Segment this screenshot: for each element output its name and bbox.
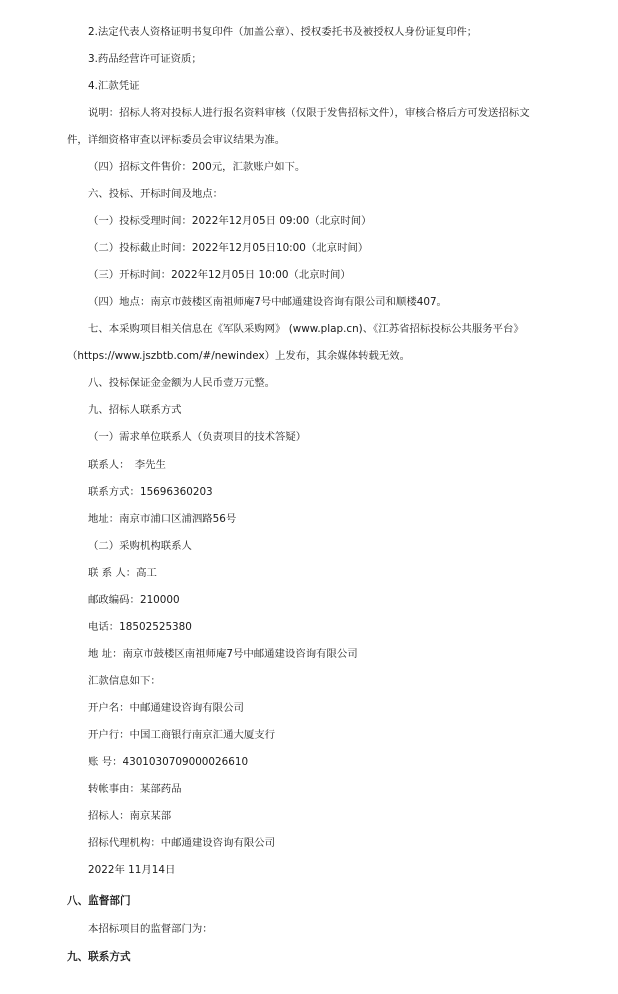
doc-line: 招标人：南京某部 [88,810,172,822]
doc-line: （一）投标受理时间：2022年12月05日 09:00（北京时间） [88,215,372,227]
doc-line: 七、本采购项目相关信息在《军队采购网》 (www.plap.cn)、《江苏省招标投标公共服务平台》 [88,323,524,335]
doc-line: （三）开标时间：2022年12月05日 10:00（北京时间） [88,269,351,281]
doc-line: 3.药品经营许可证资质； [88,53,202,65]
doc-line: 地 址：南京市鼓楼区南祖师庵7号中邮通建设咨询有限公司 [88,648,358,660]
doc-line: 六、投标、开标时间及地点： [88,188,224,200]
doc-line: 说明：招标人将对投标人进行报名资料审核（仅限于发售招标文件），审核合格后方可发送招标文 [88,107,530,119]
doc-line: 汇款信息如下： [88,675,161,687]
doc-line: 八、投标保证金金额为人民币壹万元整。 [88,377,276,389]
doc-line: 联 系 人：高工 [88,567,157,579]
doc-line: 邮政编码：210000 [88,594,180,606]
doc-line: 地址：南京市浦口区浦泗路56号 [88,513,237,525]
doc-line: 本招标项目的监督部门为： [88,923,213,935]
doc-line: 转帐事由：某部药品 [88,783,182,795]
doc-line: 招标代理机构：中邮通建设咨询有限公司 [88,837,276,849]
section-heading-contact: 九、联系方式 [67,951,131,963]
doc-line: 2.法定代表人资格证明书复印件（加盖公章）、授权委托书及被授权人身份证复印件； [88,26,478,38]
doc-line: 九、招标人联系方式 [88,404,182,416]
doc-line: （四）招标文件售价：200元，汇款账户如下。 [88,161,306,173]
doc-line: 2022年 11月14日 [88,864,176,876]
doc-line: 开户行：中国工商银行南京汇通大厦支行 [88,729,276,741]
doc-line: （二）投标截止时间：2022年12月05日10:00（北京时间） [88,242,369,254]
doc-line: （四）地点：南京市鼓楼区南祖师庵7号中邮通建设咨询有限公司和顺楼407。 [88,296,447,308]
doc-line: 件，详细资格审查以评标委员会审议结果为准。 [67,134,286,146]
doc-line: 联系人： 李先生 [88,459,166,471]
section-heading-supervision: 八、监督部门 [67,895,131,907]
doc-line: （https://www.jszbtb.com/#/newindex）上发布，其余媒体转载无效。 [67,350,411,362]
doc-line: 4.汇款凭证 [88,80,140,92]
doc-line: 电话：18502525380 [88,621,192,633]
doc-line: （一）需求单位联系人（负责项目的技术答疑） [88,431,307,443]
doc-line: （二）采购机构联系人 [88,540,192,552]
doc-line: 联系方式：15696360203 [88,486,213,498]
doc-line: 开户名：中邮通建设咨询有限公司 [88,702,244,714]
doc-line: 账 号：4301030709000026610 [88,756,249,768]
